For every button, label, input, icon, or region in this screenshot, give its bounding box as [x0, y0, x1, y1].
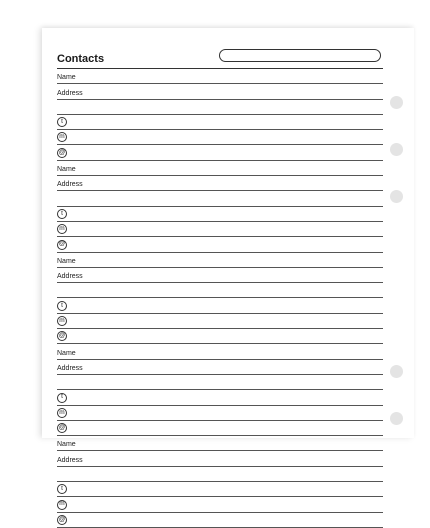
organiser-page [42, 28, 414, 523]
page-title: Contacts [57, 53, 105, 65]
mobile-m-icon: m [57, 408, 67, 418]
phone-t-icon: t [57, 393, 67, 403]
email-at-icon: @ [57, 331, 67, 341]
address-label: Address [57, 456, 83, 464]
punch-hole [390, 143, 403, 156]
mobile-m-icon: m [57, 132, 67, 142]
punch-hole [390, 365, 403, 378]
name-label: Name [57, 166, 76, 174]
phone-t-icon: t [57, 301, 67, 311]
contacts-form [57, 28, 383, 528]
address-label: Address [57, 364, 83, 372]
contact-entries [57, 69, 383, 528]
mobile-line[interactable] [57, 314, 383, 329]
name-label: Name [57, 257, 76, 265]
phone-line[interactable] [57, 207, 383, 222]
address-label: Address [57, 181, 83, 189]
mobile-line[interactable] [57, 406, 383, 421]
contact-entry [57, 253, 383, 345]
address-line[interactable] [57, 176, 383, 191]
address-line[interactable] [57, 467, 383, 482]
phone-t-icon: t [57, 117, 67, 127]
email-line[interactable] [57, 145, 383, 160]
name-line[interactable] [57, 161, 383, 176]
email-at-icon: @ [57, 148, 67, 158]
mobile-line[interactable] [57, 497, 383, 512]
name-label: Name [57, 441, 76, 449]
mobile-m-icon: m [57, 500, 67, 510]
address-line[interactable] [57, 283, 383, 298]
name-label: Name [57, 74, 76, 82]
address-line[interactable] [57, 84, 383, 99]
phone-line[interactable] [57, 298, 383, 313]
mobile-m-icon: m [57, 224, 67, 234]
address-line[interactable] [57, 375, 383, 390]
address-line[interactable] [57, 100, 383, 115]
contact-entry [57, 436, 383, 528]
contact-entry [57, 344, 383, 436]
punch-hole [390, 190, 403, 203]
name-line[interactable] [57, 253, 383, 268]
email-line[interactable] [57, 421, 383, 436]
punch-hole [390, 96, 403, 109]
contact-entry [57, 161, 383, 253]
email-line[interactable] [57, 329, 383, 344]
phone-t-icon: t [57, 484, 67, 494]
phone-t-icon: t [57, 209, 67, 219]
phone-line[interactable] [57, 390, 383, 405]
email-line[interactable] [57, 237, 383, 252]
address-line[interactable] [57, 268, 383, 283]
address-line[interactable] [57, 360, 383, 375]
header-pill-box [219, 49, 381, 62]
email-at-icon: @ [57, 423, 67, 433]
name-line[interactable] [57, 436, 383, 451]
address-line[interactable] [57, 451, 383, 466]
mobile-line[interactable] [57, 130, 383, 145]
address-label: Address [57, 89, 83, 97]
email-at-icon: @ [57, 515, 67, 525]
address-label: Address [57, 273, 83, 281]
email-at-icon: @ [57, 240, 67, 250]
contact-entry [57, 69, 383, 161]
name-line[interactable] [57, 344, 383, 359]
mobile-line[interactable] [57, 222, 383, 237]
name-label: Name [57, 349, 76, 357]
phone-line[interactable] [57, 482, 383, 497]
page-header [57, 28, 383, 68]
email-line[interactable] [57, 513, 383, 528]
address-line[interactable] [57, 191, 383, 206]
phone-line[interactable] [57, 115, 383, 130]
punch-hole [390, 412, 403, 425]
mobile-m-icon: m [57, 316, 67, 326]
name-line[interactable] [57, 69, 383, 84]
